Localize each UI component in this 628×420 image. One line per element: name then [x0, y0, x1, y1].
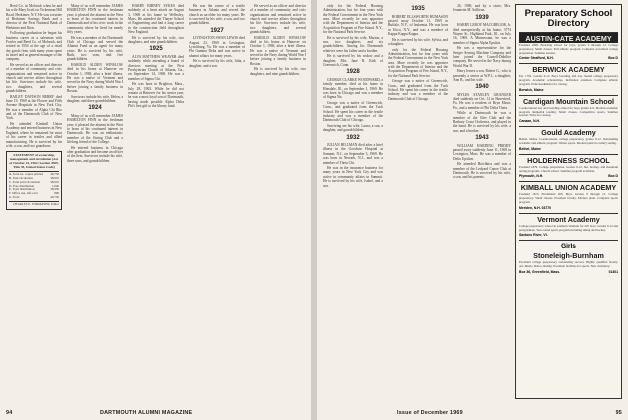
statement-row [9, 196, 59, 200]
row-label: G. Total [9, 195, 20, 200]
paragraph: He was a member of the Dartmouth Club of Chicago and served the Alumni Fund as an agent for many years. He is survived by his wife, Ruth, two sons, and five grandchildren. [67, 35, 123, 62]
row-value: 800 [54, 191, 59, 196]
school-listing [519, 63, 618, 91]
school-location: Saxtons River, Vt. [519, 233, 548, 238]
paragraph: Following graduation he began his business career as a salesman with Fowler and Reed Co. of Mohawk, and retired in 1954 at the age of a retail dry goods firm, with many years spent in travel and as general manager of the company. [6, 31, 62, 62]
school-location: Berwick, Maine [519, 87, 544, 92]
paragraph: He served as an officer and director of a number of community and civic organizations and remained active in church and service affairs throughout his life. Survivors include his wife, two daughters, and several grandchildren. [250, 4, 306, 35]
school-address [519, 174, 618, 178]
school-listing [519, 181, 618, 209]
paragraph: HAROLD ALDEN WINSLOW died in his home at Hanover on October 1, 1969, after a brief illness. He was a native of Vermont and served in the Navy during World War I before joining a family business in Boston. [67, 63, 123, 94]
row-label: C. Total paid circulation [9, 179, 40, 184]
paragraph: only for the Federal Housing Administration, but for four years with the Federal Government in the New York area. More recently he was appraiser with the Department of Interior and the Acquisition Program of Fire Island, N.Y., for the National Park Service. [323, 4, 383, 35]
school-location: Canaan, N.H. [519, 119, 540, 124]
school-name: HOLDERNESS SCHOOL [519, 154, 618, 165]
school-location: Meriden, N.H. 03770 [519, 205, 552, 210]
class-year-heading: 1932 [346, 134, 360, 141]
class-year-heading: 1927 [210, 27, 224, 34]
paragraph: Survivors include his wife, Helen, a daughter, and three grandchildren. [67, 94, 123, 104]
school-location: Box 36, Greenfield, Mass. [519, 269, 561, 274]
school-name: Gould Academy [519, 126, 618, 137]
school-address [519, 233, 618, 237]
school-location: Bethel, Maine [519, 146, 541, 151]
paragraph: He is survived by his wife, Sylvia, and a daughter. [388, 37, 448, 46]
right-column-3 [453, 4, 511, 402]
school-name: BERWICK ACADEMY [519, 63, 618, 74]
paragraph: Many of us will remember JAMES HAMILTON FINN in the freshman year; it pleased the alumni in the West to learn of his continued interest in Dartmouth and of his civic work in the community where he lived for nearly fifty years. [67, 4, 123, 35]
school-name: Stoneleigh-Burnham [533, 251, 604, 261]
left-column-4 [189, 4, 245, 402]
school-location: Center Strafford, N.H. [519, 56, 554, 61]
class-year-heading: 1935 [411, 6, 425, 12]
magazine-title: DARTMOUTH ALUMNI MAGAZINE [100, 410, 193, 416]
paragraph: ROBERT ELLSWORTH HUMASON passed away October 11, 1969 in Buffalo, N.Y., of leukemia. He was born in Utica, N.Y., and was a member of Kappa Kappa Kappa. [388, 14, 448, 36]
school-description: Founded 1808. Boarding school for boys, grades 9 through 12. College preparatory. Small classes. Full athletic program. Complete accredited college preparation. Summer session. [519, 43, 618, 55]
paragraph: GEORGE CLARKE WOODWARD, a family member, died at his home in Hinsdale, Ill., on September 1, 1969. He was born in Chicago and was a member of Sigma Nu. [323, 77, 383, 100]
school-listing [519, 95, 618, 123]
school-name: KIMBALL UNION ACADEMY [520, 183, 617, 193]
paragraph: While at Dartmouth he was a member of the Glee Club and the Barbary Coast Orchestra, and played in the band. He is survived by his wife, a son, and a brother. [453, 111, 511, 133]
class-year-heading: 1924 [88, 105, 102, 112]
girls-section-heading: Girls [519, 240, 618, 250]
school-box: 01301 [608, 269, 618, 274]
paragraph: only for the Federal Housing Administration, but for four years with the Federal Government in the New York area. More recently he was appraiser with the Department of Interior and the Acquisition Program of Fire Island, N.Y., for the National Park Service. [388, 47, 448, 78]
school-address [519, 206, 618, 210]
class-year-heading: 1928 [346, 69, 360, 76]
paragraph: HAROLD ALDEN WINSLOW died in his home at Hanover on October 1, 1969, after a brief illness. He was a native of Vermont and served in the Navy during World War I before joining a family business in Boston. [250, 35, 306, 66]
statement-signature: CHARLES E. WIDMAYER, Editor [13, 202, 59, 207]
page-number: 94 [6, 410, 13, 416]
school-listing [519, 126, 618, 151]
row-label: F. Office use, left-over [9, 191, 38, 196]
paragraph: He was the owner of a textile business in Atlanta and served the church as an elder for many years. He is survived by his wife, a son, and two grandchildren. [189, 4, 245, 26]
paragraph: 26, 1969, and by a sister, Mrs. Jeannette M. Sullivan. [453, 4, 511, 13]
row-value: 40,750 [50, 195, 59, 200]
class-year-heading: 1940 [475, 84, 489, 91]
paragraph: Many of us will remember JAMES HAMILTON FINN in the freshman year; it pleased the alumni in the West to learn of his continued interest in Dartmouth. He was an enthusiastic member of the Outing Club and a lifelong friend of the College. [67, 113, 123, 145]
school-listing [519, 154, 618, 179]
school-description: Founded 1813. Enrollment 200. Boys. Grades 9 through 12. College preparatory. Small classes. Excellent faculty. Modern plant. Complete sports program. [519, 192, 618, 204]
paragraph: He served as an officer and director of a number of community and civic organizations and remained active in church and service affairs throughout his life. Survivors include his wife, two daughters, and several grandchildren. [6, 63, 62, 94]
paragraph: George was a native of Greenwich, Conn., and graduated from the Tuck School. He spent his career in the textile industry and was a member of the Dartmouth Club of Chicago. [388, 79, 448, 101]
issue-date: Issue of December 1969 [397, 410, 463, 416]
school-description: Coeducational day and boarding school for boys grades 6-9. Modern academic program. Remedial reading. Small classes. Competitive sports. Summer session. Write for catalog. [519, 105, 618, 118]
school-address [519, 147, 618, 151]
paragraph: He entered business in Chicago after graduation and became an officer of the firm. Survivors include his wife, three sons, and grandchildren. [67, 145, 123, 163]
row-value: 39,950 [50, 187, 59, 192]
paragraph: BAILEY DAVISON BERRY died June 19, 1969 at the Flower and Fifth Avenue Hospitals in New York City. He was a member of Alpha Chi Rho and of the Dartmouth Club of New York. [6, 94, 62, 121]
page-number: 95 [615, 410, 622, 416]
preparatory-school-directory [515, 4, 622, 399]
row-label: E. Total distribution [9, 187, 35, 192]
class-year-heading: 1943 [475, 135, 489, 142]
paragraph: He is survived by his wife, two daughters, and nine grandchildren. [128, 35, 184, 45]
school-listing [519, 32, 618, 60]
left-column-3 [128, 4, 184, 402]
paragraph: HARRY LEROY MACGREGOR, Jr. died unexpectedly at his home, 3774 Wayne St., Highland Park, Ill., on July 16, 1969. A Minnesotan, he was a member of Sigma Alpha Epsilon. [453, 23, 511, 45]
paragraph: He was in the insurance business for many years in New York City and was active in community affairs in Summit. He is survived by his wife, Isabel, and a son. [323, 166, 383, 188]
school-address [519, 270, 618, 274]
row-label: B. Paid circulation [9, 175, 33, 180]
school-box: Box D [608, 174, 618, 179]
school-listing [519, 250, 618, 274]
school-description: Est. 1791. Grades 9-12. Boys boarding and day. Sound college preparatory program. Academic scholarships. Individual attention. Complete athletic program. Write headmaster for catalog. [519, 74, 618, 86]
paragraph: George was a native of Greenwich, Conn., and graduated from the Tuck School. He spent his career in the textile industry and was a member of the Dartmouth Club of Chicago. [323, 100, 383, 123]
paragraph: WILLIAM HARDING PRIDDY passed away suddenly June 11, 1969 in Lexington, Mass. He was a member of Delta Upsilon. [453, 143, 511, 161]
school-address [519, 88, 618, 92]
school-listing [519, 213, 618, 238]
directory-title: Preparatory School Directory [524, 8, 613, 29]
paragraph: ALVA MATTHEW WEAVER died suddenly while attending a board of directors meeting at the First Presbyterian Church of Atlanta, Ga., on September 14, 1969. He was a member of Sigma Chi. [128, 54, 184, 81]
left-column-2 [67, 4, 123, 402]
school-description: Founded 1879. College preparation. Grades 9-12. Ski, hockey, and mountain outing programs. Church school. Summer program available. [519, 164, 618, 173]
paragraph: Surviving are his wife, Laura; a son, a daughter, and grandchildren. [323, 123, 383, 133]
school-location: Plymouth, N.H. [519, 174, 544, 179]
paragraph: JULIAN HILLMAN died after a brief illness in the Goodwin Hospital at Summit, N.J., on September 3, 1969. He was born in Newark, N.J., and was a member of Theta Chi. [323, 143, 383, 165]
row-label: D. Free distribution [9, 183, 35, 188]
paragraph: He is survived by his wife, Julia, a daughter, and a son. [189, 59, 245, 68]
ownership-statement-box [6, 151, 62, 210]
school-description: Excellent college preparatory outstanding success. Highly qualified faculty. Art, Music, Dance, Riding. Excellent facilities for sports. New dormitory. [519, 260, 618, 269]
paragraph: He attended Hotchkiss and was a member of the Ledyard Canoe Club at Dartmouth. He is survived by his wife, a son, and his parents. [453, 162, 511, 180]
school-description: College preparatory school in southern Vermont for 225 boys. Grades 9-12 and postgraduate. Year-round sports program including skiing and hockey. [519, 223, 618, 232]
ownership-statement-heading: STATEMENT of ownership, management and circulation (Act of October 23, 1962; Section 4369, Title 39, United States Code) [9, 153, 59, 169]
paragraph: Reed Co. in Mohawk when he and his wife Mary lived on Vickerman Hill Road, Herkimer, N.Y. He was a trustee of Herkimer Savings Bank and a director of the First National Bank of Herkimer and Ilion. [6, 4, 62, 30]
right-column-1 [323, 4, 383, 402]
left-page [0, 0, 311, 420]
row-value: 40,750 [50, 171, 59, 176]
class-year-heading: 1939 [475, 14, 489, 21]
school-box: Box D [608, 56, 618, 61]
row-value: 38,910 [50, 175, 59, 180]
row-value: 38,910 [50, 179, 59, 184]
left-column-5 [250, 4, 306, 402]
paragraph: He is survived by his wife, Marion, a son, two daughters, and six grandchildren. Among his Dartmouth relatives were his father and a brother. [323, 35, 383, 53]
paragraph: LIVINGSTON SWAN LEWIS died August 23, 1969 in Lexington, Lynchburg, Va. He was a member of Phi Gamma Delta and was active in alumni affairs for many years. [189, 36, 245, 58]
paragraph: He attended Kimball Union Academy and entered business in New England, where he remained for most of his career in textiles and allied manufacturing. He is survived by his wife, a son, and two grandsons. [6, 122, 62, 148]
paragraph: He was a representative for the Seeger Sewing Machine Company and later joined the Cornell-Dubilier company. He served in the Navy during World War II. [453, 46, 511, 68]
paragraph: Harry leaves a son, Robert G., who is presently a senior at W.P.I., a daughter, Ann B., and his wife. [453, 69, 511, 82]
paragraph: HARRY BIRNEY SYKES died suddenly of a heart attack on August 3, 1969 at his home in Wellesley, Mass. He attended the Thayer School of Engineering and had a long career in the construction field throughout New England. [128, 4, 184, 35]
school-address [519, 119, 618, 123]
school-address [519, 56, 618, 60]
paragraph: He is survived by his wife, two daughters, and nine grandchildren. [250, 67, 306, 76]
right-page [317, 0, 628, 420]
left-column-1 [6, 4, 62, 402]
paragraph: He is survived by his widow and a daughter, Mrs. Jane R. Kirk of Greenwich, Conn. [323, 54, 383, 68]
row-value: 1,040 [51, 183, 59, 188]
class-year-heading: 1925 [149, 46, 163, 53]
school-description: Bethel, Maine. Coeducational, college preparatory, grades 9-12. Outstanding academic and athletic program. Winter sports. Modern plant in country setting. [519, 137, 618, 145]
row-label: A. Total no. copies printed [9, 171, 43, 176]
paragraph: MYLES STANLEY GRANGER died suddenly on Oct. 12 in Haverford, Pa. He was a resident of Bryn Mawr, Pa., and a member of Phi Delta Theta. [453, 92, 511, 110]
right-column-2 [388, 4, 448, 402]
school-name: AUSTIN-CATE ACADEMY [519, 32, 618, 43]
paragraph: He was born in Brighton, Mass., July 28, 1903. While he did not remain at Hanover for his senior year, he was a most loyal son of Dartmouth, having made possible Alpha Delta Phi's first gift to the library fund. [128, 82, 184, 108]
school-name: Cardigan Mountain School [519, 95, 618, 106]
school-name: Vermont Academy [519, 213, 618, 224]
